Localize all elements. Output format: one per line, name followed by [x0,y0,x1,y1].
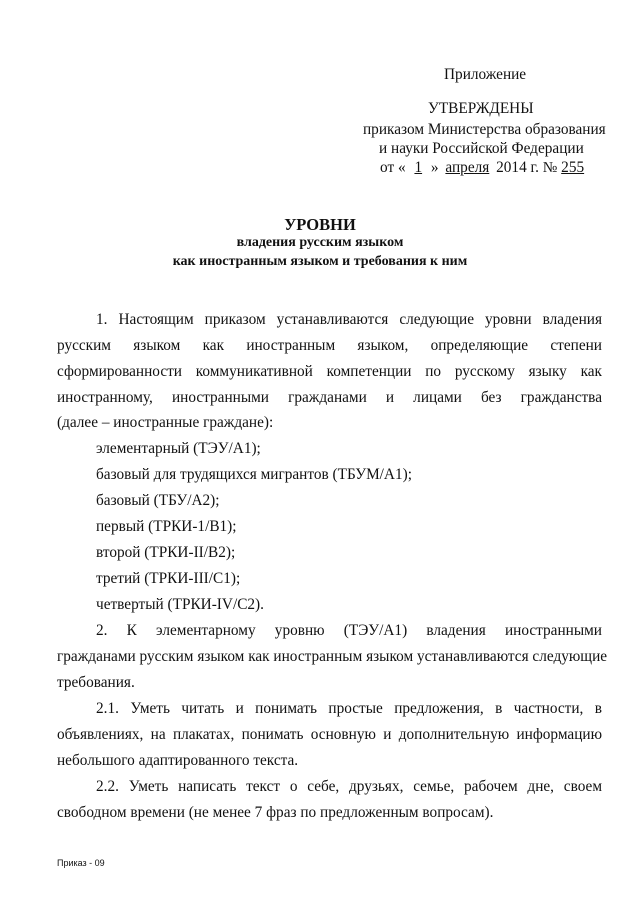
p1-line-5: (далее – иностранные граждане): [57,414,274,431]
date-year: 2014 г. № [496,159,558,176]
footer-label: Приказ - 09 [57,858,105,868]
appendix-label: Приложение [444,66,527,83]
doc-title: УРОВНИ [284,215,356,234]
order-date [380,159,584,177]
p2-line-3: требования. [57,674,135,691]
list-item: базовый для трудящихся мигрантов (ТБУМ/А1); [96,466,412,483]
approved-label: УТВЕРЖДЕНЫ [428,100,534,117]
order-line-1: приказом Министерства образования [363,121,606,138]
order-number: 255 [561,159,585,176]
list-item: третий (ТРКИ-III/С1); [96,570,241,587]
p1-line-2: русским языком как иностранным языком, определяющие степени [57,337,602,354]
p2-line-2: гражданами русским языком как иностранным языком устанавливаются следующие [57,648,608,665]
p22-line-2: свободном времени (не менее 7 фраз по предложенным вопросам). [57,804,494,821]
list-item: первый (ТРКИ-1/В1); [96,518,237,535]
list-item: второй (ТРКИ-II/В2); [96,544,236,561]
date-prefix: от « [380,159,406,176]
list-item: базовый (ТБУ/А2); [96,492,220,509]
order-line-2: и науки Российской Федерации [379,140,584,157]
date-mid: » [430,159,439,176]
p1-line-3: сформированности коммуникативной компетенции по русскому языку как [57,363,602,380]
p21-line-2: объявлениях, на плакатах, понимать основную и дополнительную информацию [57,726,602,743]
p22-line-1: 2.2. Уметь написать текст о себе, друзьях, семье, рабочем дне, своем [96,778,602,795]
p1-line-1: 1. Настоящим приказом устанавливаются следующие уровни владения [96,311,602,328]
date-month: апреля [445,159,490,176]
list-item: элементарный (ТЭУ/А1); [96,440,261,457]
p1-line-4: иностранному, иностранными гражданами и лицами без гражданства [57,389,602,406]
p21-line-1: 2.1. Уметь читать и понимать простые предложения, в частности, в [96,700,602,717]
doc-subtitle-1: владения русским языком [236,235,404,250]
p2-line-1: 2. К элементарному уровню (ТЭУ/А1) владения иностранными [96,622,602,639]
p21-line-3: небольшого адаптированного текста. [57,752,299,769]
list-item: четвертый (ТРКИ-IV/С2). [96,596,264,613]
doc-subtitle-2: как иностранным языком и требования к ним [172,254,468,269]
date-day: 1 [414,159,423,176]
